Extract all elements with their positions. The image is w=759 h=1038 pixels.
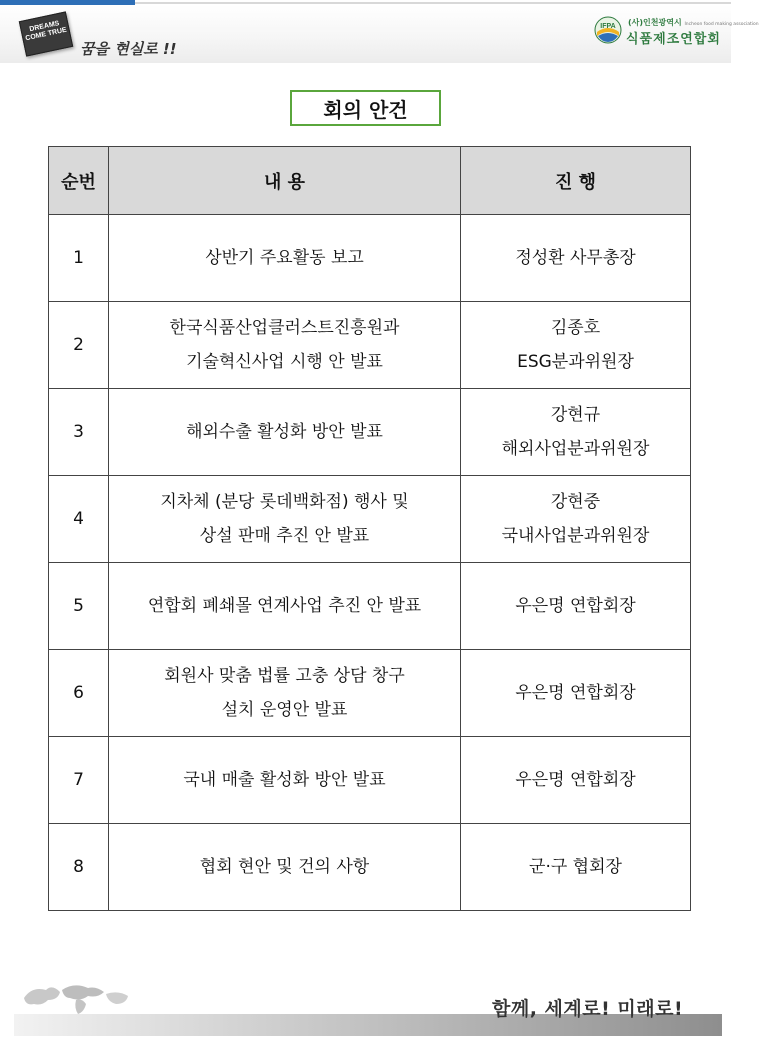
footer-slogan: 함께, 세계로! 미래로! (492, 998, 684, 1020)
content-line: 기술혁신사업 시행 안 발표 (186, 352, 383, 372)
row-lead (461, 302, 691, 389)
row-number: 6 (49, 650, 109, 737)
table-row (49, 302, 691, 389)
lead-line: ESG분과위원장 (517, 352, 634, 372)
lead-line: 군·구 협회장 (529, 857, 622, 877)
table-row (49, 215, 691, 302)
row-content (109, 737, 461, 824)
ifpa-logo-icon (594, 16, 622, 44)
content-line: 회원사 맞춤 법률 고충 상담 창구 (164, 666, 405, 686)
table-header-row (49, 147, 691, 215)
content-line: 국내 매출 활성화 방안 발표 (183, 770, 386, 790)
content-line: 한국식품산업클러스트진흥원과 (169, 318, 400, 338)
table-row (49, 389, 691, 476)
lead-line: 정성환 사무총장 (515, 248, 636, 268)
row-lead (461, 737, 691, 824)
lead-line: 우은명 연합회장 (515, 770, 636, 790)
lead-line: 해외사업분과위원장 (501, 439, 650, 459)
org-name-small (628, 17, 759, 28)
row-lead (461, 476, 691, 563)
lead-line: 우은명 연합회장 (515, 683, 636, 703)
top-divider (135, 2, 731, 4)
row-lead (461, 563, 691, 650)
row-lead (461, 215, 691, 302)
table-row (49, 476, 691, 563)
row-number: 1 (49, 215, 109, 302)
lead-line: 김종호 (550, 318, 601, 338)
org-name-english: Incheon food making association (684, 22, 759, 27)
row-number: 8 (49, 824, 109, 911)
row-number: 3 (49, 389, 109, 476)
row-content (109, 563, 461, 650)
row-content (109, 302, 461, 389)
row-lead (461, 650, 691, 737)
row-lead (461, 824, 691, 911)
header-content: 내 용 (109, 147, 461, 215)
content-line: 상반기 주요활동 보고 (205, 248, 364, 268)
row-number: 2 (49, 302, 109, 389)
header-num: 순번 (49, 147, 109, 215)
row-lead (461, 389, 691, 476)
lead-line: 우은명 연합회장 (515, 596, 636, 616)
content-line: 해외수출 활성화 방안 발표 (186, 422, 383, 442)
header-lead: 진 행 (461, 147, 691, 215)
agenda-body (49, 215, 691, 911)
content-line: 협회 현안 및 건의 사항 (199, 857, 370, 877)
row-content (109, 476, 461, 563)
row-content (109, 389, 461, 476)
table-row (49, 563, 691, 650)
ifpa-logo-text: IFPA (600, 23, 616, 30)
row-content (109, 650, 461, 737)
row-content (109, 215, 461, 302)
content-line: 연합회 폐쇄몰 연계사업 추진 안 발표 (147, 596, 422, 616)
table-row (49, 737, 691, 824)
table-row (49, 824, 691, 911)
row-number: 4 (49, 476, 109, 563)
dreams-come-true-logo: DREAMS COME TRUE (19, 11, 73, 56)
row-number: 7 (49, 737, 109, 824)
org-name-korean-small: (사)인천광역시 (628, 18, 682, 27)
content-line: 지차체 (분당 롯데백화점) 행사 및 (160, 492, 409, 512)
row-number: 5 (49, 563, 109, 650)
lead-line: 강현규 (550, 405, 601, 425)
lead-line: 국내사업분과위원장 (501, 526, 650, 546)
page-title: 회의 안건 (290, 90, 441, 126)
table-row (49, 650, 691, 737)
agenda-table (48, 146, 691, 911)
world-map-icon (18, 976, 138, 1018)
row-content (109, 824, 461, 911)
content-line: 설치 운영안 발표 (221, 700, 348, 720)
org-name: 식품제조연합회 (626, 32, 721, 47)
lead-line: 강현중 (550, 492, 601, 512)
content-line: 상설 판매 추진 안 발표 (199, 526, 370, 546)
header-slogan: 꿈을 현실로 !! (80, 40, 177, 58)
